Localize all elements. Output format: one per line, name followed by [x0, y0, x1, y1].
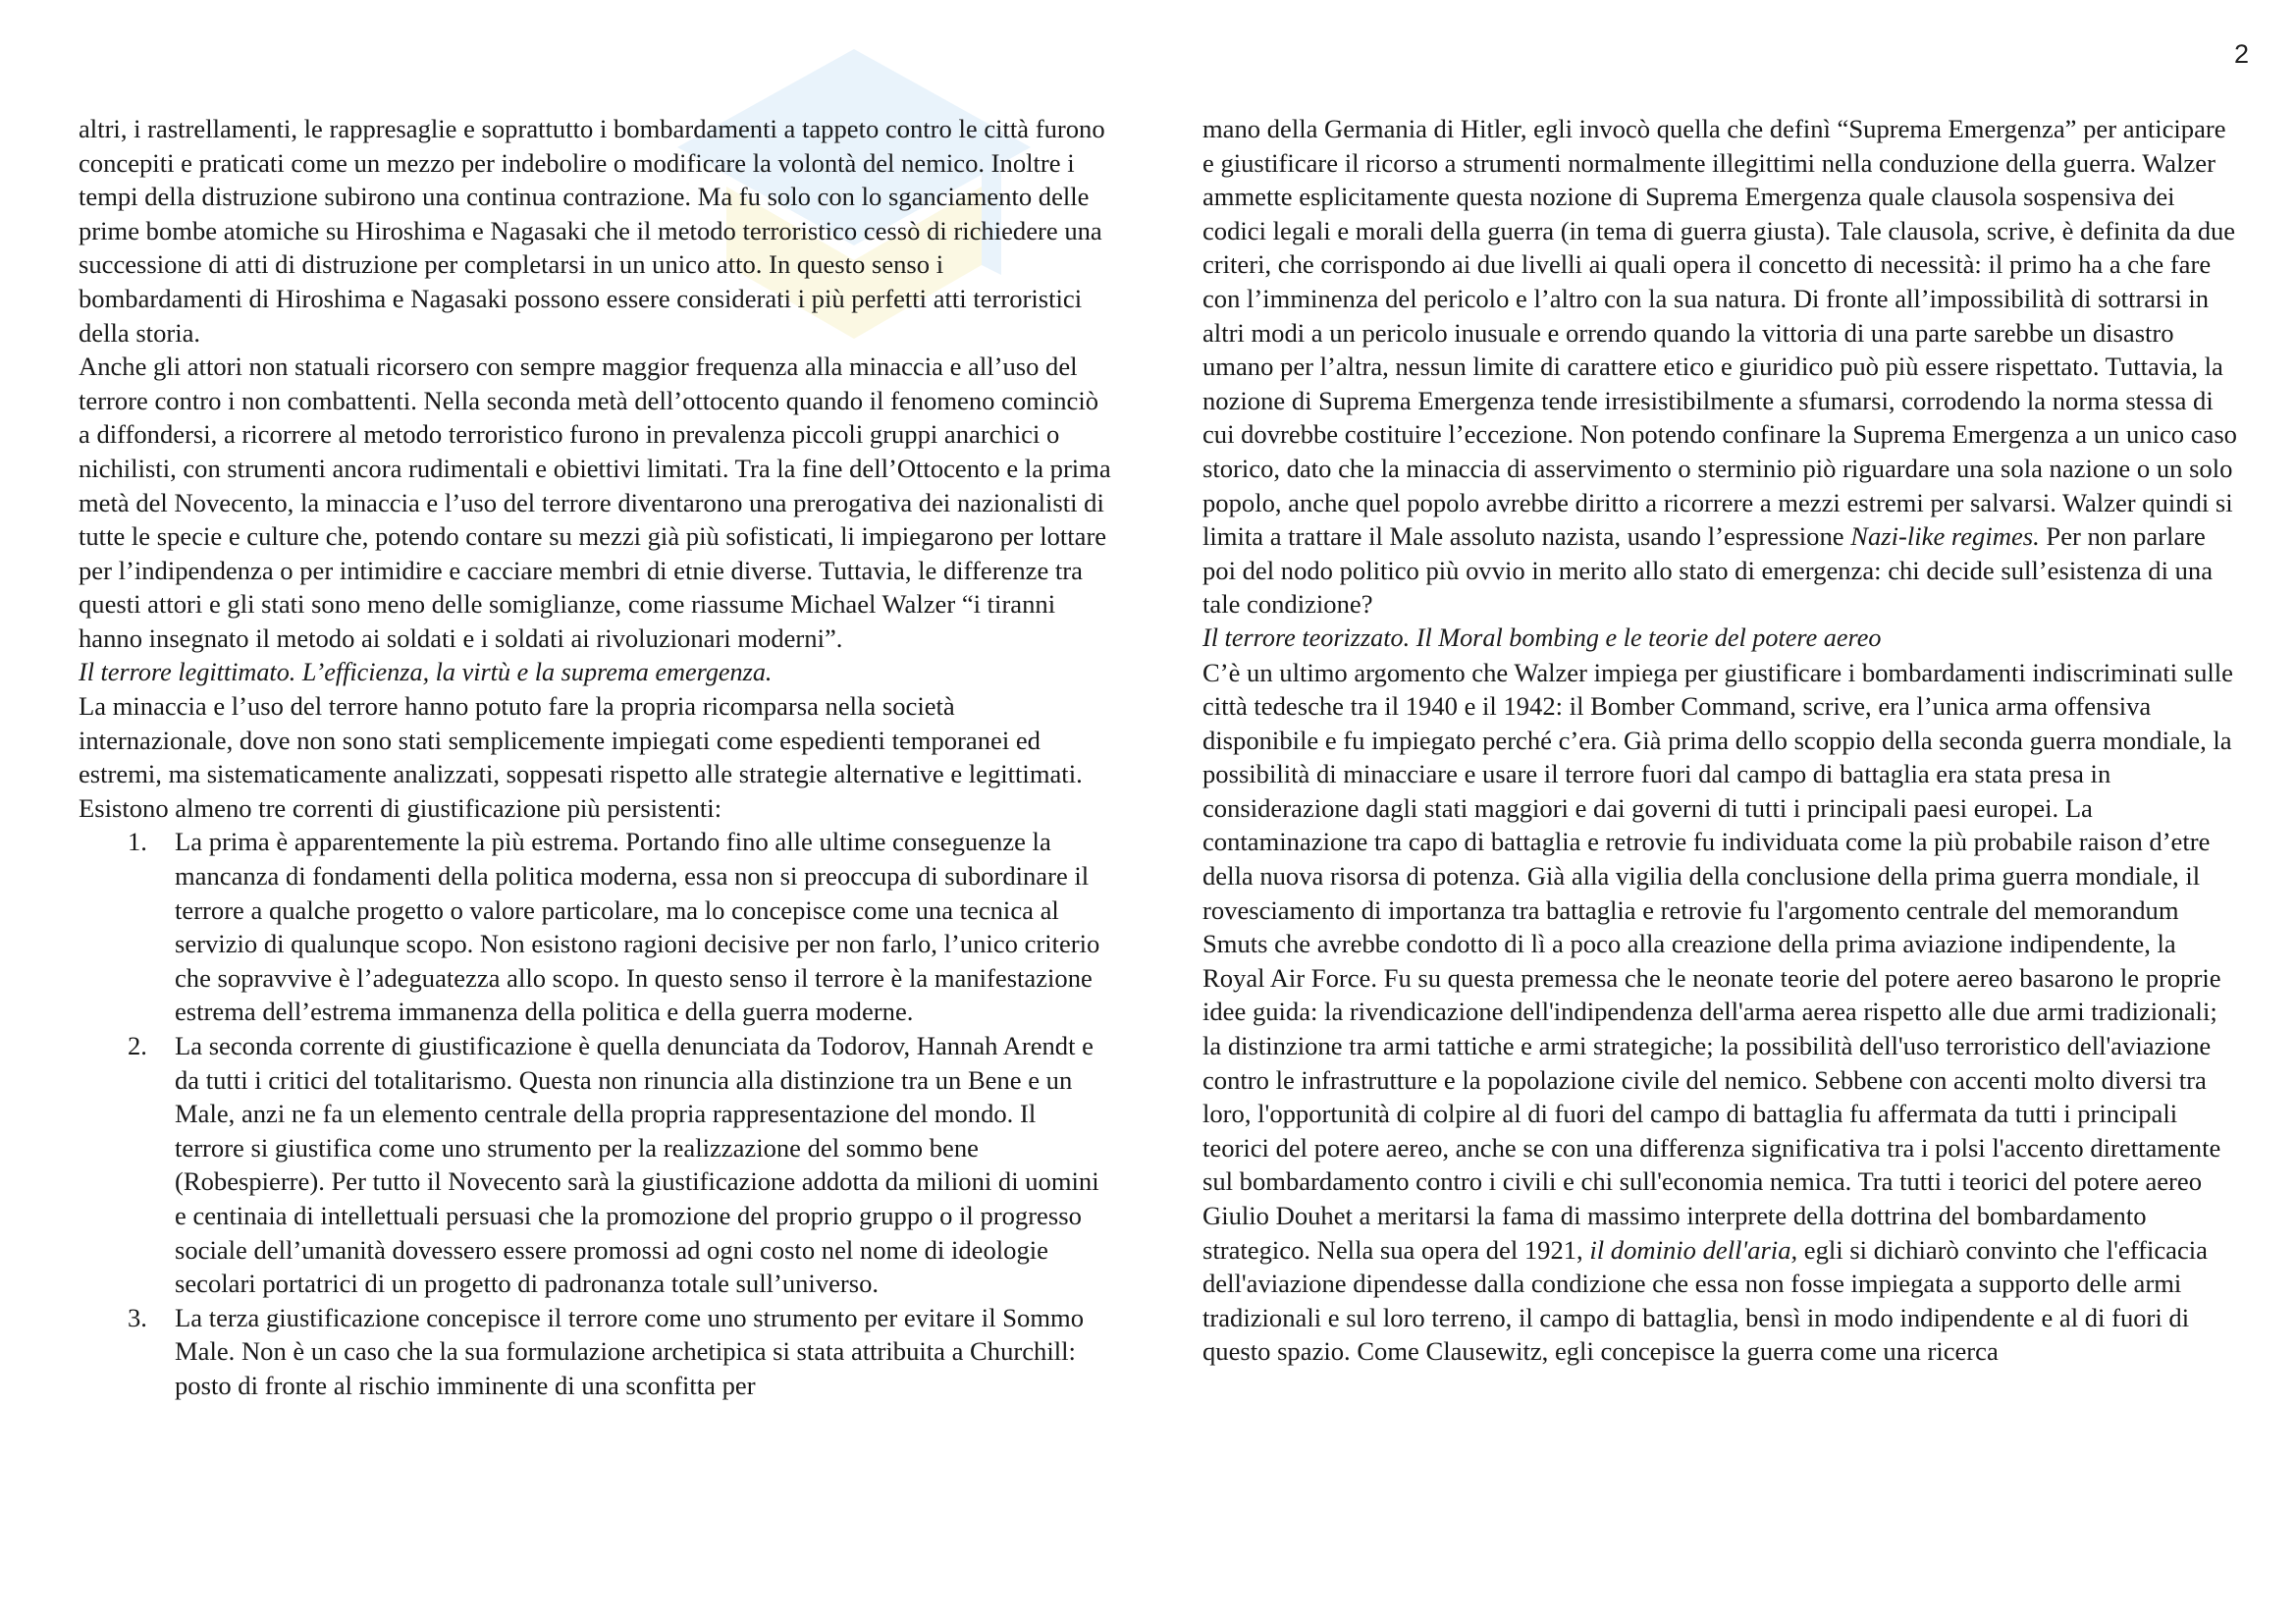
section-heading: Il terrore legittimato. L’efficienza, la virtù e la suprema emergenza. [79, 657, 773, 686]
paragraph: Anche gli attori non statuali ricorsero con sempre maggior frequenza alla minaccia e all’uso del terrore contro i non combattenti. Nella seconda metà dell’ottocento quando il fenomeno cominciò a diffondersi, a ricorrere al metodo terroristico furono in prevalenza piccoli gruppi anarchici o nichilisti, con strumenti ancora rudimentali e obiettivi limitati. Tra la fine dell’Ottocento e la prima metà del Novecento, la minaccia e l’uso del terrore diventarono una prerogativa dei nazionalisti di tutte le specie e culture che, potendo contare su mezzi già più sofisticati, li impiegarono per lottare per l’indipendenza o per intimidire e cacciare membri di etnie diverse. Tuttavia, le differenze tra questi attori e gli stati sono meno delle somiglianze, come riassume Michael Walzer “i tiranni hanno insegnato il metodo ai soldati e i soldati ai rivoluzionari moderni”. [79, 352, 1111, 653]
italic-title: il dominio dell'aria, [1589, 1234, 1798, 1265]
paragraph-text: C’è un ultimo argomento che Walzer impiega per giustificare i bombardamenti indiscriminati sulle città tedesche tra il 1940 e il 1942: il Bomber Command, scrive, era l’unica arma offensiva disponibile e fu impiegato perché c’era. Già prima dello scoppio della seconda guerra mondiale, la possibilità di minacciare e usare il terrore fuori dal campo di battaglia era stata presa in considerazione dagli stati maggiori e dai governi di tutti i principali paesi europei. La contaminazione tra capo di battaglia e retrovie fu individuata come la più probabile raison d’etre della nuova risorsa di potenza. Già alla vigilia della conclusione della prima guerra mondiale, il rovesciamento di importanza tra battaglia e retrovie fu l'argomento centrale del memorandum Smuts che avrebbe condotto di lì a poco alla creazione della prima aviazione indipendente, la Royal Air Force. Fu su questa premessa che le neonate teorie del potere aereo basarono le proprie idee guida: la rivendicazione dell'indipendenza dell'arma aerea rispetto alle due armi tradizionali; la distinzione tra armi tattiche e armi strategiche; la possibilità dell'uso terroristico dell'aviazione contro le infrastrutture e la popolazione civile del nemico. Sebbene con accenti molto diversi tra loro, l'opportunità di colpire al di fuori del campo di battaglia fu affermata da tutti i principali teorici del potere aereo, anche se con una differenza significativa tra i polsi l'accento direttamente sul bombardamento contro i civili e chi sull'economia nemica. Tra tutti i teorici del potere aereo Giulio Douhet a meritarsi la fama di massimo interprete della dottrina del bombardamento strategico. Nella sua opera del 1921, [1202, 657, 2233, 1265]
numbered-list [79, 825, 1111, 1402]
list-item [79, 1029, 1111, 1301]
right-column [1202, 112, 2239, 1369]
paragraph [1202, 112, 2239, 622]
paragraph: La minaccia e l’uso del terrore hanno potuto fare la propria ricomparsa nella società internazionale, dove non sono stati semplicemente impiegati come espedienti temporanei ed estremi, ma sistematicamente analizzati, soppesati rispetto alle strategie alternative e legittimati. Esistono almeno tre correnti di giustificazione più persistenti: [79, 691, 1083, 823]
list-item-text: La seconda corrente di giustificazione è quella denunciata da Todorov, Hannah Arendt e da tutti i critici del totalitarismo. Questa non rinuncia alla distinzione tra un Bene e un Male, anzi ne fa un elemento centrale della propria rappresentazione del mondo. Il terrore si giustifica come uno strumento per la realizzazione del sommo bene (Robespierre). Per tutto il Novecento sarà la giustificazione addotta da milioni di uomini e centinaia di intellettuali persuasi che la promozione del proprio gruppo o il progresso sociale dell’umanità dovessero essere promossi ad ogni costo nel nome di ideologie secolari portatrici di un progetto di padronanza totale sull’universo. [175, 1031, 1099, 1299]
list-item [79, 825, 1111, 1029]
paragraph: altri, i rastrellamenti, le rappresaglie e soprattutto i bombardamenti a tappeto contro le città furono concepiti e praticati come un mezzo per indebolire o modificare la volontà del nemico. Inoltre i tempi della distruzione subirono una continua contrazione. Ma fu solo con lo sganciamento delle prime bombe atomiche su Hiroshima e Nagasaki che il metodo terroristico cessò di richiedere una successione di atti di distruzione per completarsi in un unico atto. In questo senso i bombardamenti di Hiroshima e Nagasaki possono essere considerati i più perfetti atti terroristici della storia. [79, 114, 1105, 348]
left-column [79, 112, 1111, 1403]
list-number: 1. [128, 827, 147, 857]
list-number: 3. [128, 1302, 147, 1332]
list-item-text: La terza giustificazione concepisce il terrore come uno strumento per evitare il Sommo Male. Non è un caso che la sua formulazione archetipica si stata attribuita a Churchill: posto di fronte al rischio imminente di una sconfitta per [175, 1302, 1084, 1400]
paragraph-text: egli si dichiarò convinto che l'efficacia dell'aviazione dipendesse dalla condizione che essa non fosse impiegata a supporto delle armi tradizionali e sul loro terreno, il campo di battaglia, bensì in modo indipendente e al di fuori di questo spazio. Come Clausewitz, egli concepisce la guerra come una ricerca [1202, 1234, 2208, 1367]
list-item [79, 1301, 1111, 1403]
list-item-text: La prima è apparentemente la più estrema. Portando fino alle ultime conseguenze la mancanza di fondamenti della politica moderna, essa non si preoccupa di subordinare il terrore a qualche progetto o valore particolare, ma lo concepisce come una tecnica al servizio di qualunque scopo. Non esistono ragioni decisive per non farlo, l’unico criterio che sopravvive è l’adeguatezza allo scopo. In questo senso il terrore è la manifestazione estrema dell’estrema immanenza della politica e della guerra moderne. [175, 827, 1100, 1027]
page-number: 2 [2233, 39, 2249, 69]
section-heading: Il terrore teorizzato. Il Moral bombing e le teorie del potere aereo [1202, 623, 1882, 652]
paragraph-text: mano della Germania di Hitler, egli invocò quella che definì “Suprema Emergenza” per anticipare e giustificare il ricorso a strumenti normalmente illegittimi nella conduzione della guerra. Walzer ammette esplicitamente questa nozione di Suprema Emergenza quale clausola sospensiva dei codici legali e morali della guerra (in tema di guerra giusta). Tale clausola, scrive, è definita da due criteri, che corrispondo ai due livelli ai quali opera il concetto di necessità: il primo ha a che fare con l’imminenza del pericolo e l’altro con la sua natura. Di fronte all’impossibilità di sottrarsi in altri modi a un pericolo inusuale e orrendo quando la vittoria di una parte sarebbe un disastro umano per l’altra, nessun limite di carattere etico e giuridico può più essere rispettato. Tuttavia, la nozione di Suprema Emergenza tende irresistibilmente a sfumarsi, corrodendo la norma stessa di cui dovrebbe costituire l’eccezione. Non potendo confinare la Suprema Emergenza a un unico caso storico, dato che la minaccia di asservimento o sterminio piò riguardare una sola nazione o un solo popolo, anche quel popolo avrebbe diritto a ricorrere a mezzi estremi per salvarsi. Walzer quindi si limita a trattare il Male assoluto nazista, usando l’espressione [1202, 114, 2237, 552]
paragraph [1202, 656, 2239, 1369]
italic-term: Nazi-like regimes. [1850, 521, 2040, 552]
list-number: 2. [128, 1031, 147, 1061]
paragraph-text: Per non parlare poi del nodo politico più ovvio in merito allo stato di emergenza: chi decide sull’esistenza di una tale condizione? [1202, 521, 2214, 620]
